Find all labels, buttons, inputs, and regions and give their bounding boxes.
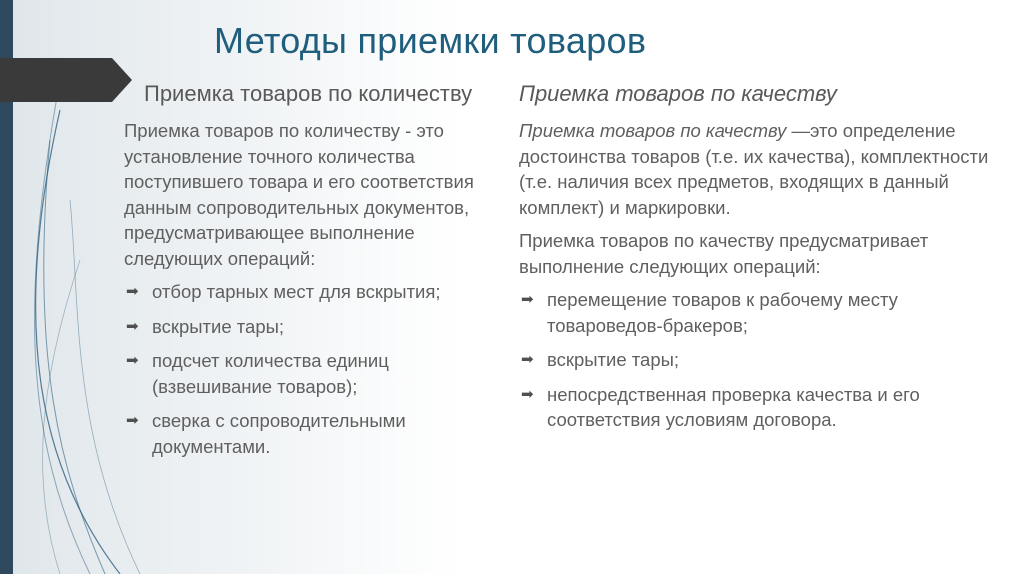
- arrow-bullet-icon: ➡: [521, 291, 534, 308]
- arrow-bullet-icon: ➡: [126, 317, 139, 335]
- arrow-bullet-icon: ➡: [126, 412, 139, 429]
- list-item: ➡ подсчет количества единиц (взвешивание товаров);: [126, 350, 389, 397]
- column-quantity: [124, 78, 509, 468]
- quality-intro-italic: Приемка товаров по качеству: [519, 120, 787, 141]
- slide-title: Методы приемки товаров: [214, 20, 647, 61]
- column-quality: [519, 78, 999, 442]
- arrow-bullet-icon: ➡: [521, 385, 534, 403]
- quality-intro-rest: —это определение достоинства товаров (т.е. их качества), комплектности (т.е. наличия всех предметов, входящих в данный комплект) и маркировки.: [519, 120, 989, 218]
- list-item: ➡ непосредственная проверка качества и его соответствия условиям договора.: [521, 383, 920, 430]
- arrow-bullet-icon: ➡: [126, 352, 139, 369]
- column-header-quantity: Приемка товаров по количеству: [144, 81, 473, 106]
- column-header-quality: Приемка товаров по качеству: [519, 81, 837, 106]
- quality-intro: [519, 118, 999, 220]
- quality-operations-list: [519, 287, 999, 433]
- arrow-bullet-icon: ➡: [126, 283, 139, 300]
- arrow-bullet-icon: ➡: [521, 351, 534, 368]
- list-item: ➡ перемещение товаров к рабочему месту товароведов-бракеров;: [521, 289, 898, 336]
- list-item: ➡ сверка с сопроводительными документами.: [126, 410, 406, 457]
- quantity-operations-list: [124, 279, 509, 459]
- list-item: ➡ отбор тарных мест для вскрытия;: [124, 279, 509, 305]
- list-item: ➡ вскрытие тары;: [519, 347, 999, 373]
- list-item: ➡ вскрытие тары;: [124, 314, 509, 340]
- arrow-banner: [0, 58, 132, 102]
- quantity-intro: Приемка товаров по количеству - это установление точного количества поступившего товара и его соответствия данным сопроводительных документов, предусматривающее выполнение следующих операций:: [124, 120, 474, 269]
- quality-operations-intro: Приемка товаров по качеству предусматривает выполнение следующих операций:: [519, 230, 929, 277]
